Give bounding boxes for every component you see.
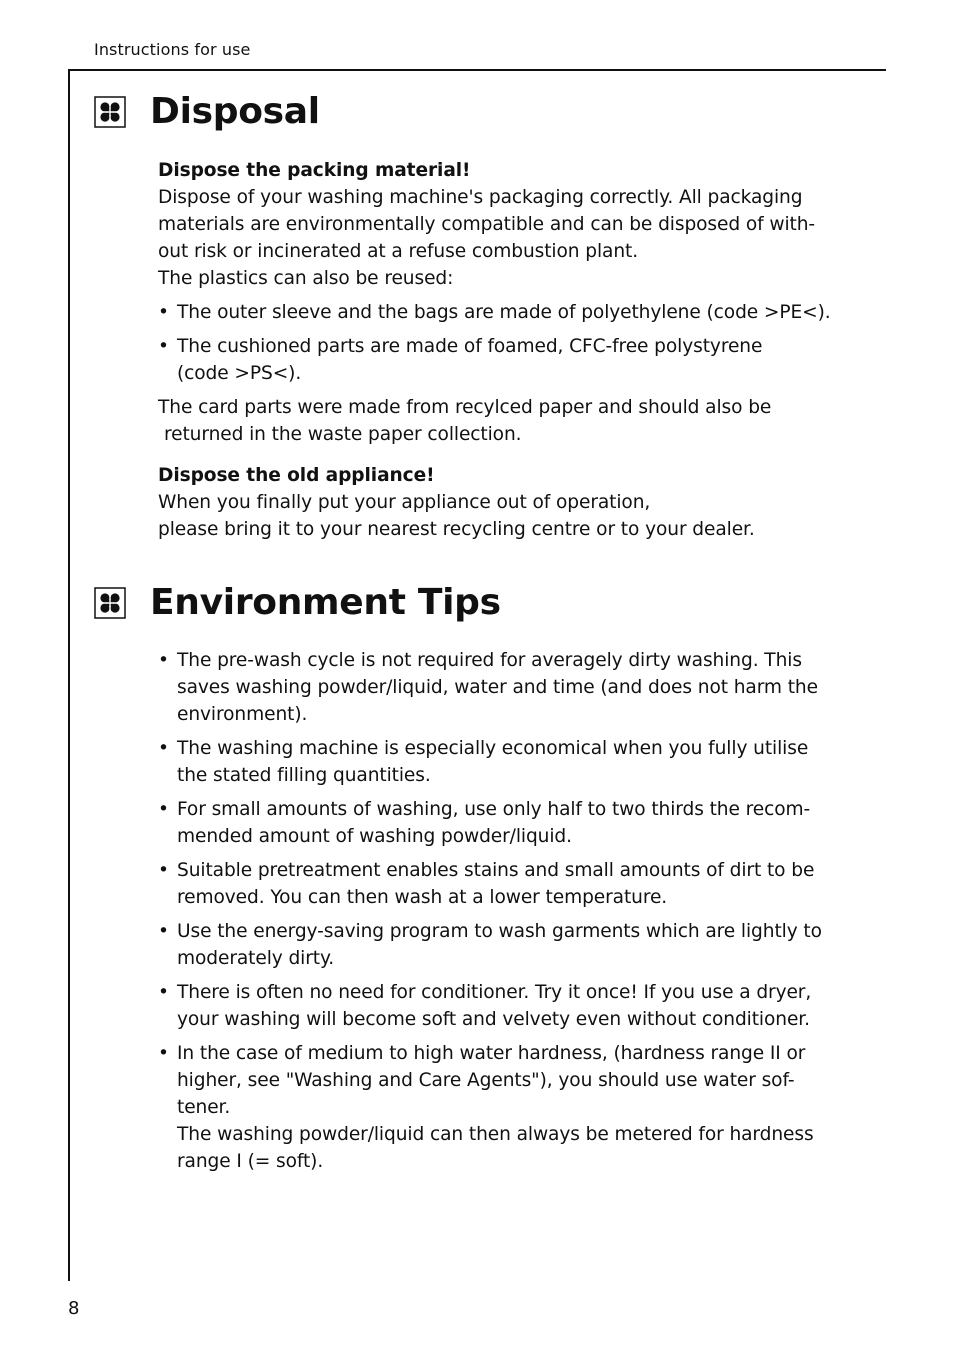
bullet-line: • Suitable pretreatment enables stains and small amounts of dirt to be [177,860,815,881]
paragraph-line: When you finally put your appliance out of operation, [158,492,651,513]
bullet-line: • The washing machine is especially economical when you fully utilise [177,738,809,759]
bullet-line: range I (= soft). [177,1151,324,1172]
environment-tips-list [158,647,870,1175]
running-header: Instructions for use [94,40,251,59]
environment-heading [94,583,501,623]
old-appliance-subheading: Dispose the old appliance! [158,465,435,486]
bullet-line: • For small amounts of washing, use only half to two thirds the recom- [177,799,811,820]
bullet-line: tener. [177,1097,231,1118]
list-item [158,647,870,728]
paragraph-line: materials are environmentally compatible and can be disposed of with- [158,214,816,235]
list-item [158,299,870,326]
bullet-line: (code >PS<). [177,363,302,384]
bullet-line: moderately dirty. [177,948,335,969]
disposal-content [158,157,870,543]
list-item [158,979,870,1033]
left-margin-rule [68,69,70,1281]
paragraph-line: The card parts were made from recylced paper and should also be [158,397,772,418]
list-item [158,857,870,911]
list-item [158,735,870,789]
list-item [158,796,870,850]
bullet-line: • There is often no need for conditioner. Try it once! If you use a dryer, [177,982,812,1003]
list-item [158,918,870,972]
bullet-line: • The pre-wash cycle is not required for averagely dirty washing. This [177,650,802,671]
bullet-line: environment). [177,704,308,725]
section-title: Disposal [150,91,320,132]
top-rule [68,69,886,71]
section-title: Environment Tips [150,582,501,623]
list-item [158,333,870,387]
bullet-line: removed. You can then wash at a lower temperature. [177,887,668,908]
clover-leaf-icon [94,587,126,619]
list-item [158,1040,870,1175]
paragraph-line: The plastics can also be reused: [158,268,454,289]
bullet-line: the stated filling quantities. [177,765,431,786]
packing-subheading: Dispose the packing material! [158,160,471,181]
page-number: 8 [68,1298,80,1319]
paragraph-line: returned in the waste paper collection. [164,424,522,445]
bullet-line: The washing powder/liquid can then always be metered for hardness [177,1124,814,1145]
bullet-line: • The outer sleeve and the bags are made of polyethylene (code >PE<). [177,302,831,323]
paragraph-line: out risk or incinerated at a refuse combustion plant. [158,241,639,262]
bullet-line: • Use the energy-saving program to wash garments which are lightly to [177,921,822,942]
paragraph-line: please bring it to your nearest recycling centre or to your dealer. [158,519,755,540]
bullet-line: • The cushioned parts are made of foamed, CFC-free polystyrene [177,336,763,357]
clover-leaf-icon [94,96,126,128]
bullet-line: your washing will become soft and velvety even without conditioner. [177,1009,810,1030]
disposal-heading [94,92,320,132]
bullet-line: saves washing powder/liquid, water and time (and does not harm the [177,677,818,698]
paragraph-line: Dispose of your washing machine's packaging correctly. All packaging [158,187,803,208]
bullet-line: higher, see "Washing and Care Agents"), you should use water sof- [177,1070,795,1091]
bullet-line: mended amount of washing powder/liquid. [177,826,572,847]
bullet-line: • In the case of medium to high water hardness, (hardness range II or [177,1043,806,1064]
